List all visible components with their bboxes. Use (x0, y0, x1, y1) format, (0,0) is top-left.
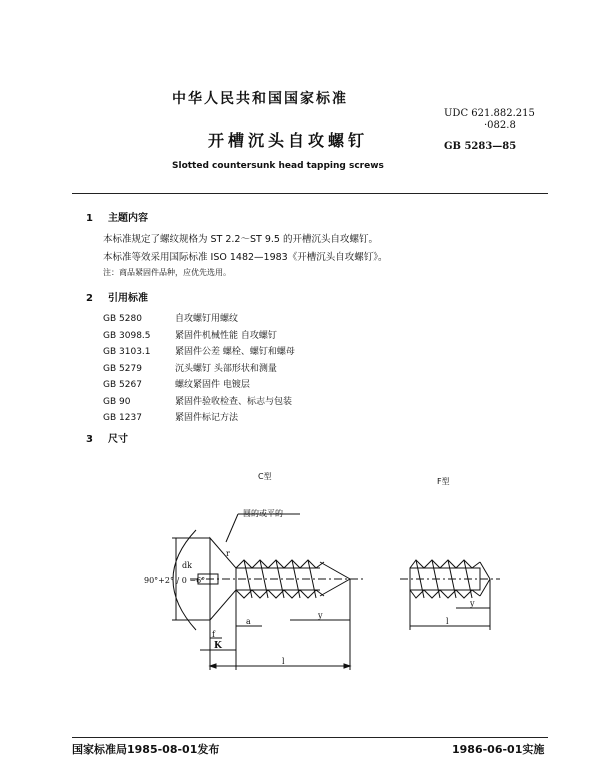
udc-code-line1: UDC 621.882.215 (444, 108, 535, 119)
reference-title: 自攻螺钉用螺纹 (175, 314, 239, 324)
type-f-l-label: l (446, 617, 449, 626)
document-title-en: Slotted countersunk head tapping screws (172, 161, 384, 171)
section-2-heading (86, 289, 148, 304)
screw-drawing (0, 490, 600, 690)
reference-code: GB 3098.5 (103, 331, 151, 341)
dim-y-label: y (318, 611, 323, 620)
reference-code: GB 3103.1 (103, 347, 151, 357)
gb-standard-code: GB 5283—85 (444, 141, 517, 152)
callout-leader-line (226, 514, 238, 542)
type-f-label: F型 (437, 477, 450, 486)
section-number: 3 (86, 434, 93, 445)
reference-title: 沉头螺钉 头部形状和测量 (175, 364, 277, 374)
dim-r-label: r (226, 549, 230, 558)
national-standard-text: 中华人民共和国国家标准 (172, 91, 348, 107)
reference-item (103, 328, 277, 341)
callout-text: 圆的或平的 (243, 509, 283, 518)
angle-label: 90°+2° / 0 −6° (144, 576, 206, 585)
reference-item (103, 410, 238, 423)
reference-title: 螺纹紧固件 电镀层 (175, 380, 250, 390)
reference-item (103, 377, 250, 390)
dim-f-label: f (212, 630, 215, 639)
reference-code: GB 90 (103, 397, 131, 407)
footer-divider (72, 737, 548, 738)
section-title: 主题内容 (108, 213, 148, 224)
reference-item (103, 361, 277, 374)
section-title: 引用标准 (108, 293, 148, 304)
reference-item (103, 344, 295, 357)
document-title-cn: 开槽沉头自攻螺钉 (208, 131, 369, 150)
dim-k-label: K (214, 641, 222, 651)
issued-by: 国家标准局1985-08-01发布 (72, 743, 220, 756)
reference-code: GB 5279 (103, 364, 142, 374)
dim-l-label: l (282, 657, 285, 666)
section-number: 1 (86, 213, 93, 224)
section-3-heading (86, 430, 128, 445)
reference-title: 紧固件公差 螺栓、螺钉和螺母 (175, 347, 295, 357)
udc-code-line2: ·082.8 (484, 120, 516, 131)
dim-a-label: a (246, 617, 251, 626)
type-c-label: C型 (258, 472, 272, 481)
reference-code: GB 5280 (103, 314, 142, 324)
reference-item (103, 311, 238, 324)
dim-dk-label: dk (182, 561, 192, 570)
type-f-y-label: y (470, 599, 475, 608)
section-1-note: 注：商品紧固件品种，应优先选用。 (103, 268, 231, 277)
reference-code: GB 5267 (103, 380, 142, 390)
reference-item (103, 394, 292, 407)
header-divider (72, 193, 548, 194)
reference-code: GB 1237 (103, 413, 142, 423)
section-1-heading (86, 209, 148, 224)
section-1-paragraph: 本标准规定了螺纹规格为 ST 2.2～ST 9.5 的开槽沉头自攻螺钉。 (103, 234, 378, 245)
section-title: 尺寸 (108, 434, 128, 445)
section-number: 2 (86, 293, 93, 304)
section-1-paragraph: 本标准等效采用国际标准 ISO 1482—1983《开槽沉头自攻螺钉》。 (103, 252, 388, 263)
reference-title: 紧固件标记方法 (175, 413, 239, 423)
reference-title: 紧固件机械性能 自攻螺钉 (175, 331, 277, 341)
effective-date: 1986-06-01实施 (452, 743, 545, 756)
reference-title: 紧固件验收检查、标志与包装 (175, 397, 293, 407)
